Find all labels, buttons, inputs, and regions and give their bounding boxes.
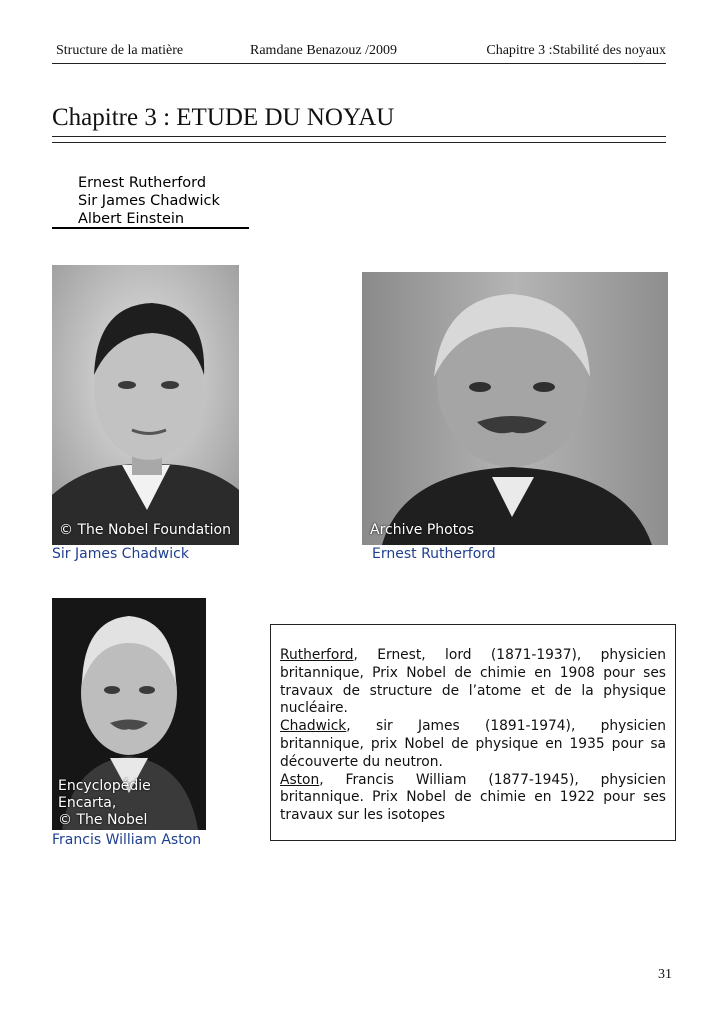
photo-credit-line <box>58 829 206 830</box>
bio-name: Aston <box>280 771 320 788</box>
running-header <box>52 43 666 63</box>
portrait-chadwick <box>52 265 239 545</box>
biography-box <box>270 624 676 841</box>
photo-credit-line: Encyclopédie Encarta, <box>58 778 151 811</box>
chapter-title: Chapitre 3 : ETUDE DU NOYAU <box>52 104 395 131</box>
header-chapter: Chapitre 3 :Stabilité des noyaux <box>486 43 666 58</box>
page-number: 31 <box>658 967 672 982</box>
bio-text: , sir James (1891-1974), physicien britannique, prix Nobel de physique en 1935 pour sa découverte du neutron. <box>280 718 666 770</box>
portrait-rutherford <box>362 272 668 545</box>
portrait-chadwick-image <box>52 265 239 545</box>
title-double-rule <box>52 136 666 143</box>
scientist-name: Albert Einstein <box>78 211 185 227</box>
bio-paragraph <box>280 718 666 771</box>
scientist-name: Ernest Rutherford <box>78 175 207 191</box>
list-underline <box>52 227 249 229</box>
scientist-list <box>78 174 220 228</box>
bio-name: Chadwick <box>280 718 347 735</box>
header-course: Structure de la matière <box>56 43 184 58</box>
bio-paragraph <box>280 647 666 718</box>
portrait-aston <box>52 598 206 830</box>
scientist-name: Sir James Chadwick <box>78 193 220 209</box>
photo-credit-line: © The Nobel <box>58 812 148 828</box>
photo-credit: Archive Photos <box>370 522 475 538</box>
caption-chadwick: Sir James Chadwick <box>52 546 189 562</box>
portrait-rutherford-image <box>362 272 668 545</box>
header-divider <box>52 63 666 64</box>
bio-text: , Francis William (1877-1945), physicien britannique. Prix Nobel de chimie en 1922 pour ses travaux sur les isotopes <box>280 771 666 824</box>
bio-paragraph <box>280 772 666 825</box>
header-author: Ramdane Benazouz /2009 <box>250 43 397 58</box>
photo-credit: © The Nobel Foundation <box>59 522 231 538</box>
caption-rutherford: Ernest Rutherford <box>372 546 496 562</box>
bio-text: , Ernest, lord (1871-1937), physicien britannique, Prix Nobel de chimie en 1908 pour ses travaux de structure de l’atome et de la physique nucléaire. <box>280 647 666 717</box>
caption-aston: Francis William Aston <box>52 832 202 848</box>
photo-credit <box>58 778 206 830</box>
bio-name: Rutherford <box>280 647 354 663</box>
